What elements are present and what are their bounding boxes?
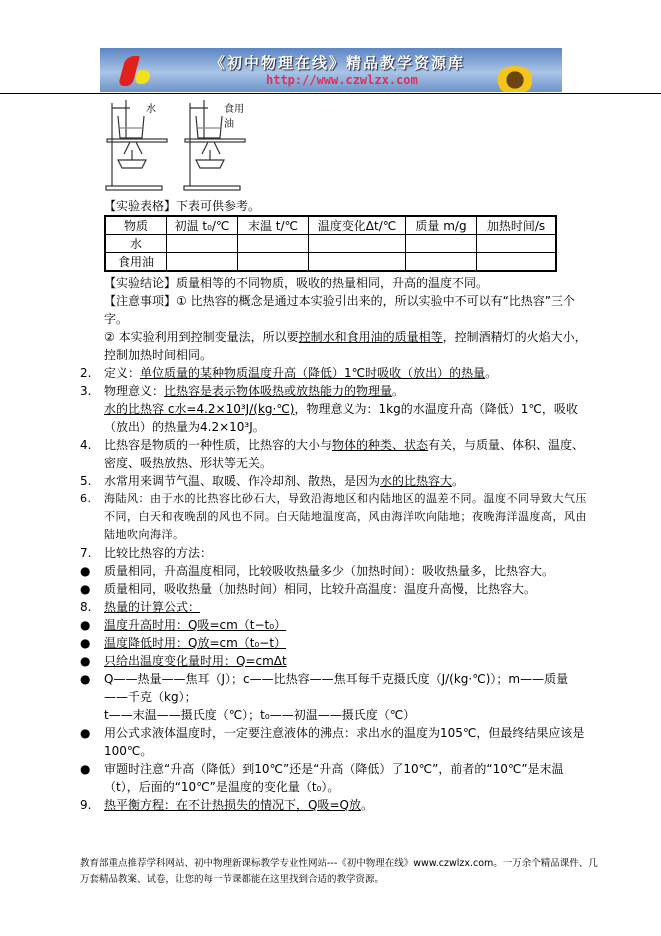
table-cell <box>477 253 557 272</box>
table-cell <box>309 235 406 253</box>
list-marker: 2. <box>80 366 92 380</box>
text: 审题时注意“升高（降低）到10℃”还是“升高（降低）了10℃”，前者的“10℃”是末温（t），后面的“10℃”是温度的变化量（t₀）。 <box>104 762 564 794</box>
list-item <box>104 328 590 364</box>
page-footer: 教育部重点推荐学科网站、初中物理新课标教学专业性网站---《初中物理在线》www.czwlzx.com。一万余个精品课件、几万套精品教案、试卷，让您的每一节课都能在这里找到合适的教学资源。 <box>80 858 598 885</box>
banner-title: 《初中物理在线》精品教学资源库 <box>210 54 466 72</box>
figure-label: 水 <box>146 104 156 115</box>
table-cell <box>167 253 238 272</box>
list-item <box>104 292 590 328</box>
list-marker: ● <box>80 726 91 740</box>
list-item <box>80 760 590 796</box>
list-marker: 4. <box>80 438 92 452</box>
logo-accent-icon <box>134 70 152 84</box>
list-marker: ● <box>80 618 91 632</box>
text: 。 <box>360 798 373 812</box>
text: 物理意义： <box>104 384 165 398</box>
text: 【注意事项】① 比热容的概念是通过本实验引出来的，所以实验中不可以有“比热容”三个字。 <box>104 294 576 326</box>
list-marker: ● <box>80 762 91 776</box>
list-marker: 8. <box>80 600 92 614</box>
figure-label: 食用油 <box>224 104 244 130</box>
underlined-text: 水的比热容大 <box>380 474 453 488</box>
list-item <box>80 580 590 598</box>
apparatus-icon <box>104 98 174 193</box>
list-item <box>80 364 590 382</box>
text: ② 本实验利用到控制变量法，所以要 <box>104 330 299 344</box>
underlined-text: 物体的种类、状态 <box>332 438 429 452</box>
table-header-cell: 物质 <box>105 216 167 235</box>
table-intro <box>104 197 590 215</box>
text: 【实验结论】质量相等的不同物质，吸收的热量相同，升高的温度不同。 <box>104 276 489 290</box>
underlined-text: 热平衡方程：在不计热损失的情况下，Q吸=Q放 <box>104 798 361 812</box>
list-item <box>80 472 590 490</box>
underlined-text: 单位质量的某种物质温度升高（降低）1℃时吸收（放出）的热量 <box>140 366 486 380</box>
list-marker: 5. <box>80 474 92 488</box>
table-header-cell: 末温 t/℃ <box>238 216 309 235</box>
list-item <box>80 490 590 544</box>
underlined-text: 温度升高时用：Q吸=cm（t−t₀） <box>104 618 287 632</box>
list-item <box>80 670 590 706</box>
text: 定义： <box>104 366 141 380</box>
text: 比热容是物质的一种性质，比热容的大小与 <box>104 438 333 452</box>
figure-water <box>104 98 174 193</box>
text: 质量相同，吸收热量（加热时间）相同，比较升高温度：温度升高慢，比热容大。 <box>104 582 537 596</box>
text: 水常用来调节气温、取暖、作冷却剂、散热，是因为 <box>104 474 381 488</box>
list-item <box>80 562 590 580</box>
list-item <box>80 634 590 652</box>
figure-oil <box>182 98 252 193</box>
underlined-text: 温度降低时用：Q放=cm（t₀−t） <box>104 636 287 650</box>
site-banner[interactable] <box>100 48 562 92</box>
list-item <box>104 400 590 436</box>
table-cell <box>406 235 477 253</box>
table-cell: 水 <box>105 235 167 253</box>
table-header-cell: 温度变化Δt/℃ <box>309 216 406 235</box>
list-item <box>80 436 590 472</box>
text: 有关，与质量、体积、温度、密度、吸热放热、形状等无关。 <box>104 438 585 470</box>
text: ，物理意义为：1kg的水温度升高（降低）1℃，吸收（放出）的热量为4.2×10³J。 <box>104 402 578 434</box>
table-cell <box>477 235 557 253</box>
list-item <box>80 796 590 814</box>
list-marker: ● <box>80 582 91 596</box>
text: Q——热量——焦耳（J）；c——比热容——焦耳每千克摄氏度（J/(kg·℃)）；m——质量——千克（kg）； <box>104 672 569 704</box>
text: 质量相同，升高温度相同，比较吸收热量多少（加热时间）：吸收热量多，比热容大。 <box>104 564 555 578</box>
table-cell <box>406 253 477 272</box>
underlined-text: 热量的计算公式： <box>104 600 201 614</box>
table-cell: 食用油 <box>105 253 167 272</box>
table-header-cell: 质量 m/g <box>406 216 477 235</box>
text: 。 <box>452 474 465 488</box>
banner-url[interactable]: http://www.czwlzx.com <box>266 73 418 87</box>
table-header-cell: 加热时间/s <box>477 216 557 235</box>
list-marker: ● <box>80 564 91 578</box>
list-item <box>80 598 590 616</box>
table-intro-text: 下表可供参考。 <box>176 199 261 213</box>
text: 海陆风：由于水的比热容比砂石大，导致沿海地区和内陆地区的温差不同。温度不同导致大气压不同，白天和夜晚刮的风也不同。白天陆地温度高，风由海洋吹向陆地；夜晚海洋温度高，风由陆地吹向海洋。 <box>104 492 587 541</box>
underlined-text: 比热容是表示物体吸热或放热能力的物理量 <box>164 384 393 398</box>
table-row <box>105 235 556 253</box>
section-heading: 【实验表格】 <box>104 199 177 213</box>
list-item <box>104 706 590 724</box>
table-cell <box>167 235 238 253</box>
list-item <box>80 382 590 400</box>
underlined-text: 水的比热容 c水=4.2×10³J/(kg·℃) <box>104 402 295 416</box>
text: 用公式求液体温度时，一定要注意液体的沸点：求出水的温度为105℃，但最终结果应该是100℃。 <box>104 726 585 758</box>
underlined-text: 控制水和食用油的质量相等 <box>298 330 443 344</box>
list-item <box>80 724 590 760</box>
list-marker: ● <box>80 636 91 650</box>
list-marker: 3. <box>80 384 92 398</box>
text: ，控制酒精灯的火焰大小，控制加热时间相同。 <box>104 330 587 362</box>
text: t——末温——摄氏度（℃）；t₀——初温——摄氏度（℃） <box>104 708 416 722</box>
text: 。 <box>485 366 498 380</box>
list-item <box>80 652 590 670</box>
list-item <box>104 274 590 292</box>
list-marker: ● <box>80 654 91 668</box>
list-marker: 7. <box>80 546 92 560</box>
table-row <box>105 253 556 272</box>
list-item <box>80 616 590 634</box>
experiment-table <box>104 215 557 272</box>
header-divider <box>0 93 661 94</box>
notes-list <box>80 274 590 814</box>
table-cell <box>238 235 309 253</box>
text: 。 <box>392 384 405 398</box>
sunflower-icon <box>495 66 535 92</box>
list-item <box>80 544 590 562</box>
document-body <box>80 197 590 814</box>
table-cell <box>238 253 309 272</box>
list-marker: 9. <box>80 798 92 812</box>
list-marker: ● <box>80 672 91 686</box>
table-cell <box>309 253 406 272</box>
list-marker: 6. <box>80 492 92 505</box>
table-header-cell: 初温 t₀/℃ <box>167 216 238 235</box>
text: 比较比热容的方法： <box>104 546 213 560</box>
underlined-text: 只给出温度变化量时用：Q=cmΔt <box>104 654 287 668</box>
